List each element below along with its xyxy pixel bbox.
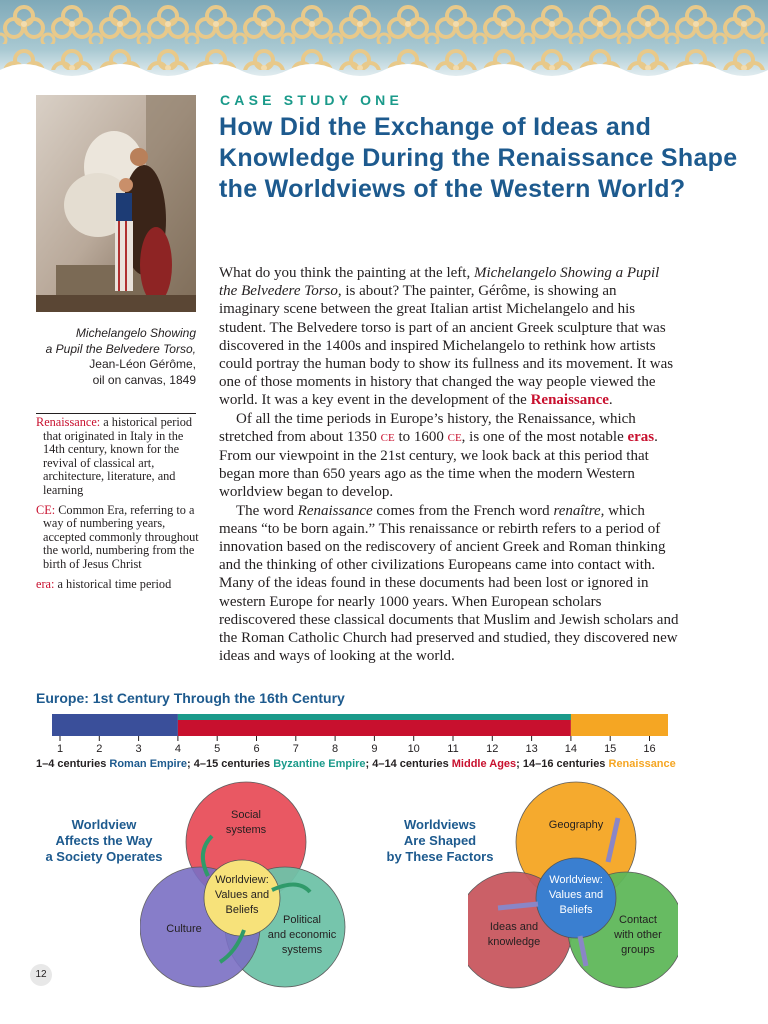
glossary-entry-era <box>36 578 201 592</box>
title-line: a Society Operates <box>45 849 163 864</box>
label-ideas-knowledge: Ideas and knowledge <box>487 921 541 948</box>
body-text <box>219 264 681 665</box>
label-worldview-center: Worldview: Values and Beliefs <box>214 874 270 916</box>
painting-title-italic: Michelangelo Showing a Pupil the Belvedere Torso <box>219 265 660 300</box>
timeline-tick-label: 9 <box>371 743 378 755</box>
timeline-chart <box>36 710 676 756</box>
legend-renaissance: Renaissance <box>608 758 676 770</box>
timeline-tick-label: 4 <box>174 743 181 755</box>
label-contact-groups: Contact with other groups <box>614 914 662 956</box>
text-run: . <box>608 392 613 409</box>
legend-text: 1–4 centuries <box>36 758 110 770</box>
text-run: The word <box>236 502 298 519</box>
image-caption <box>36 326 196 388</box>
glossary-term: era: <box>36 576 55 591</box>
text-run: to 1600 <box>394 428 448 445</box>
glossary-entry-ce <box>36 504 201 572</box>
timeline-tick-label: 10 <box>407 743 420 755</box>
glossary-definition: a historical period that originated in Italy in the 14th century, known for the revival of classical art, architecture, literature, and learning <box>43 415 193 497</box>
glossary-entry-renaissance <box>36 416 201 498</box>
page-title: How Did the Exchange of Ideas and Knowledge During the Renaissance Shape the Worldviews of the Western World? <box>219 113 738 203</box>
timeline-bar-byzantine-empire <box>178 714 610 720</box>
glossary-divider <box>36 413 196 414</box>
timeline-tick-label: 12 <box>486 743 499 755</box>
text-run: comes from the French word <box>372 502 554 519</box>
painting-image <box>36 95 196 312</box>
italic-word: renaître, <box>553 502 605 519</box>
case-study-kicker: CASE STUDY ONE <box>220 92 404 108</box>
page-number: 12 <box>30 964 52 986</box>
label-geography: Geography <box>548 819 604 831</box>
glossary <box>36 416 201 597</box>
caption-title-line-1: Michelangelo Showing <box>75 326 196 340</box>
text-run: , is about? The painter, Gérôme, is showing an imaginary scene between the great Italian artist Michelangelo and his student. The Belvedere torso is part of an ancient Greek sculpture that was discovered in the 1400s and inspired Michelangelo to rethink how artists could portray the human body to show its fullness and its movement. It was one of those moments in history that changed the way people viewed the world. It was a key event in the development of the <box>219 283 674 409</box>
timeline-tick-label: 3 <box>135 743 142 755</box>
timeline-bar-middle-ages <box>178 720 571 736</box>
timeline-tick-label: 13 <box>525 743 538 755</box>
caption-artist: Jean-Léon Gérôme, <box>89 357 196 371</box>
timeline-title: Europe: 1st Century Through the 16th Century <box>36 690 345 706</box>
keyword-eras: eras <box>627 428 655 445</box>
label-political-economic: Political and economic systems <box>267 914 337 956</box>
legend-byzantine-empire: Byzantine Empire <box>273 758 366 770</box>
timeline-legend <box>36 758 676 770</box>
glossary-definition: a historical time period <box>54 576 172 591</box>
ce-abbrev: CE <box>380 431 395 444</box>
glossary-term: CE: <box>36 502 56 517</box>
glossary-definition: Common Era, referring to a way of numbering years, accepted commonly throughout the world, numbering from the birth of Jesus Christ <box>43 502 199 571</box>
text-run: What do you think the painting at the left, <box>219 265 474 281</box>
label-worldview-center: Worldview: Values and Beliefs <box>548 874 604 916</box>
timeline-tick-label: 5 <box>214 743 221 755</box>
legend-text: ; 14–16 centuries <box>516 758 609 770</box>
timeline-tick-label: 15 <box>604 743 617 755</box>
timeline-tick-label: 2 <box>96 743 103 755</box>
glossary-term: Renaissance: <box>36 415 101 429</box>
title-line: Affects the Way <box>55 833 153 848</box>
paragraph-2 <box>219 410 681 502</box>
paragraph-3 <box>219 502 681 666</box>
caption-medium: oil on canvas, 1849 <box>92 372 196 387</box>
text-run: . From our viewpoint in the 21st century, we look back at this period that began more than 650 years ago as the time when the modern Western worldview began to develop. <box>219 428 658 501</box>
ce-abbrev: CE <box>447 431 462 444</box>
title-line: Worldview <box>71 817 137 832</box>
timeline-tick-label: 6 <box>253 743 260 755</box>
legend-text: ; 4–15 centuries <box>187 758 274 770</box>
legend-text: ; 4–14 centuries <box>365 758 452 770</box>
worldview-factors-diagram <box>468 780 678 1000</box>
timeline-tick-label: 1 <box>56 743 64 755</box>
italic-word: Renaissance <box>297 502 373 519</box>
label-culture: Culture <box>166 923 202 935</box>
text-run: , is one of the most notable <box>461 428 628 445</box>
timeline-bar-roman-empire <box>52 714 178 736</box>
title-line: Are Shaped <box>403 833 477 848</box>
decorative-banner <box>0 0 768 90</box>
text-run: Of all the time periods in Europe’s history, the Renaissance, which stretched from about 1350 <box>219 410 636 445</box>
timeline-tick-label: 14 <box>564 743 578 755</box>
caption-title-line-2: a Pupil the Belvedere Torso, <box>45 341 196 356</box>
legend-roman-empire: Roman Empire <box>109 758 188 770</box>
timeline-tick-label: 16 <box>643 743 656 755</box>
label-social-systems: Social systems <box>225 809 267 836</box>
timeline-bar-renaissance <box>571 714 668 736</box>
worldview-society-diagram <box>140 780 350 1000</box>
legend-middle-ages: Middle Ages <box>451 758 517 770</box>
keyword-renaissance: Renaissance <box>530 392 609 409</box>
text-run: which means “to be born again.” This renaissance or rebirth refers to a period of innovation based on the rediscovery of ancient Greek and Roman thinking and the thinking of other civilizations Europeans came into contact with. Many of the ideas found in these documents had been lost or ignored in western Europe for nearly 1000 years. When European scholars rediscovered these classical documents that Muslim and Jewish scholars and the Roman Catholic Church had preserved and studied, they discovered new ideas and ways of looking at the world. <box>219 502 679 665</box>
title-line: Worldviews <box>403 817 476 832</box>
timeline-tick-label: 7 <box>292 743 299 755</box>
title-line: by These Factors <box>386 849 494 864</box>
paragraph-1 <box>219 264 681 410</box>
timeline-tick-label: 11 <box>447 743 459 755</box>
timeline-tick-label: 8 <box>332 743 339 755</box>
